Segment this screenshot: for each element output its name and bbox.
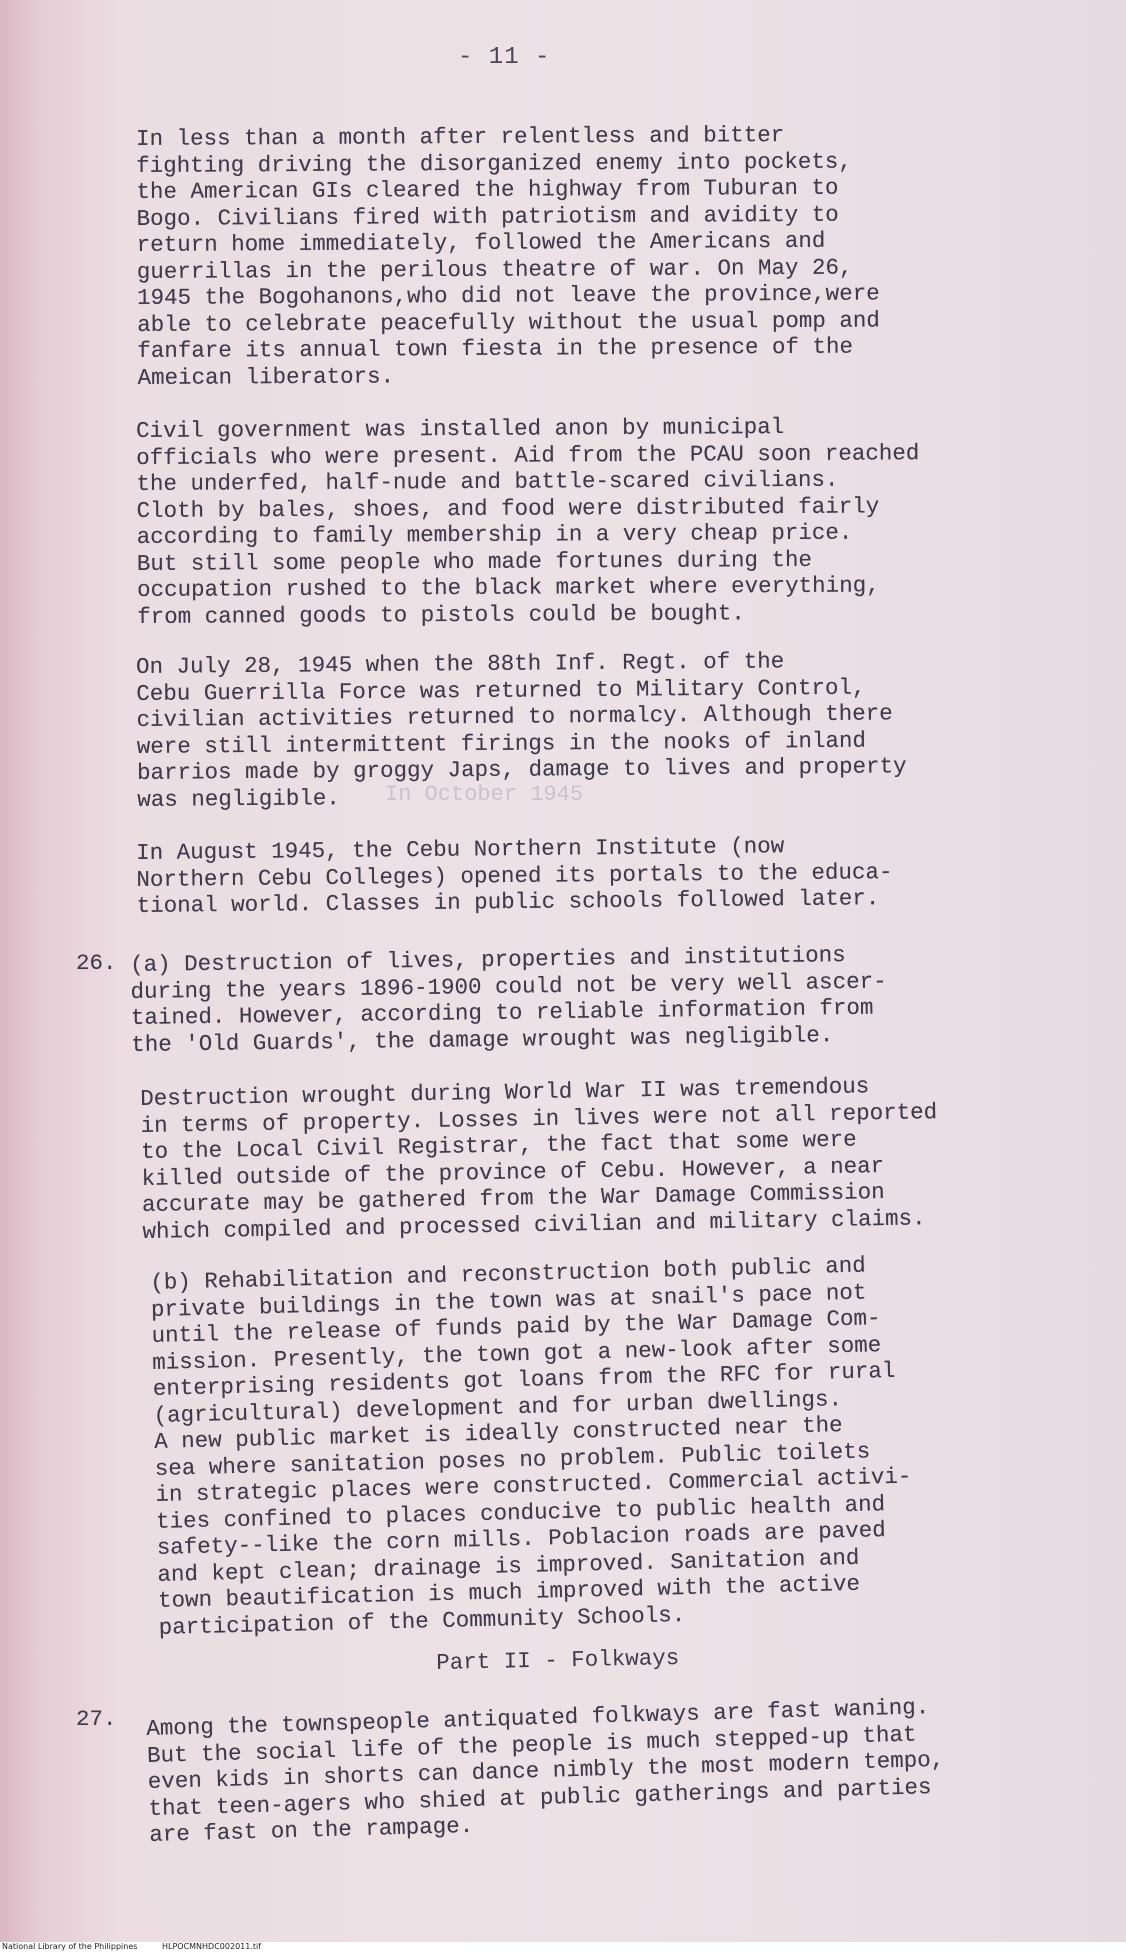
part-heading: Part II - Folkways	[436, 1644, 680, 1676]
paragraph-july-1945: On July 28, 1945 when the 88th Inf. Regt. of the Cebu Guerrilla Force was returned to Military Control, civilian activities returned to normalcy. Although there were still intermittent firings in the nooks of inland barrios made by groggy Japs, damage to lives and property was negligible.	[136, 648, 907, 813]
paragraph-august-1945: In August 1945, the Cebu Northern Institute (now Northern Cebu Colleges) opened its portals to the educa- tional world. Classes in public schools followed later.	[136, 833, 893, 919]
paragraph-civil-government: Civil government was installed anon by municipal officials who were present. Aid from the PCAU soon reached the underfed, half-nude and battle-scared civilians. Cloth by bales, shoes, and food were distributed fairly according to family membership in a very cheap price. But still some people who made fortunes during the occupation rushed to the black market where everything, from canned goods to pistols could be bought.	[136, 414, 920, 630]
struck-out-text: In October 1945	[385, 782, 584, 807]
item-27-number: 27.	[76, 1706, 117, 1732]
item-27: Among the townspeople antiquated folkways are fast waning. But the social life of the people is much stepped-up that even kids in shorts can dance nimbly the most modern tempo, that teen-agers who shied at public gatherings and parties are fast on the rampage.	[146, 1694, 945, 1848]
item-26-a: (a) Destruction of lives, properties and institutions during the years 1896-1900 could not be very well ascer- tained. However, according to reliable information from the 'Old Guards', the damage wrought was negligible.	[130, 942, 887, 1058]
paragraph-fighting: In less than a month after relentless and bitter fighting driving the disorganized enemy into pockets, the American GIs cleared the highway from Tuburan to Bogo. Civilians fired with patriotism and avidity to return home immediately, followed the Americans and guerrillas in the perilous theatre of war. On May 26, 1945 the Bogohanons,who did not leave the province,were able to celebrate peacefully without the usual pomp and fanfare its annual town fiesta in the presence of the Ameican liberators.	[136, 122, 880, 391]
footer-file: HLPOCMNHDC002011.tif	[161, 1942, 262, 1951]
item-26-number: 26.	[76, 950, 117, 976]
footer-caption	[2, 1942, 283, 1952]
item-26-destruction: Destruction wrought during World War II was tremendous in terms of property. Losses in lives were not all reported to the Local Civil Registrar, the fact that some were killed outside of the province of Cebu. However, a near accurate may be gathered from the War Damage Commission which compiled and processed civilian and military claims.	[140, 1073, 938, 1245]
item-26-b: (b) Rehabilitation and reconstruction both public and private buildings in the town was at snail's pace not until the release of funds paid by the War Damage Com- mission. Presently, the town got a new-look after some enterprising residents got loans from the RFC for rural (agricultural) development and for urban dwellings. A new public market is ideally constructed near the sea where sanitation poses no problem. Public toilets in strategic places were constructed. Commercial activi- ties confined to places conducive to public health and safety--like the corn mills. Poblacion roads are paved and kept clean; drainage is improved. Sanitation and town beautification is much improved with the active participation of the Community Schools.	[150, 1252, 912, 1641]
footer-library: National Library of the Philippines	[2, 1942, 138, 1951]
page-number: - 11 -	[458, 44, 551, 71]
